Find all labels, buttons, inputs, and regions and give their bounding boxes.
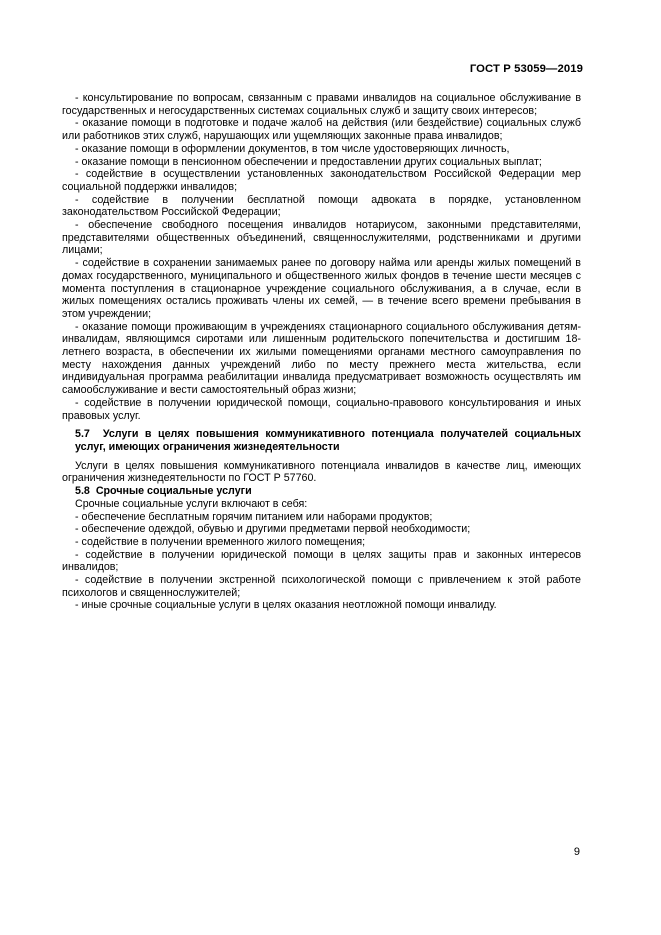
list-item: - содействие в получении бесплатной помощи адвоката в порядке, установленном законодательством Российской Федерации; — [62, 193, 581, 219]
list-item: - оказание помощи в оформлении документов, в том числе удостоверяющих личность, — [75, 142, 510, 155]
section-5-8-title: Срочные социальные услуги — [95, 485, 252, 498]
list-item: - оказание помощи в подготовке и подаче жалоб на действия (или бездействие) социальных служб или работников этих служб, нарушающих или ущемляющих законные права инвалидов; — [62, 117, 581, 143]
section-5-7-title: Услуги в целях повышения коммуникативного потенциала получателей социальных услуг, имеющих ограничения жизнедеятельности — [75, 428, 581, 453]
section-5-7-heading — [62, 428, 581, 453]
list-item: - содействие в получении юридической помощи в целях защиты прав и законных интересов инвалидов; — [62, 548, 581, 574]
page-number: 9 — [573, 846, 580, 858]
document-body — [62, 92, 581, 612]
list-item: - иные срочные социальные услуги в целях оказания неотложной помощи инвалиду. — [75, 599, 497, 612]
list-item: - оказание помощи проживающим в учреждениях стационарного социального обслуживания детям-инвалидам, являющимся сиротами или лишенным родительского попечительства и достигшим 18-летнего возраста, в обеспечении их жилыми помещениями органами местного самоуправления по месту нахождения данных учреждений либо по месту прежнего места жительства, если индивидуальная программа реабилитации инвалида предусматривает возможность осуществлять им самообслуживание и вести самостоятельный образ жизни; — [62, 320, 581, 397]
section-5-7-text: Услуги в целях повышения коммуникативного потенциала инвалидов в качестве лиц, имеющих ограничения жизнедеятельности по ГОСТ Р 57760. — [62, 459, 581, 485]
list-item: - содействие в получении юридической помощи, социально-правового консультирования и иных правовых услуг. — [62, 396, 581, 422]
document-code-header: ГОСТ Р 53059—2019 — [469, 63, 583, 75]
list-item: - оказание помощи в пенсионном обеспечении и предоставлении других социальных выплат; — [75, 155, 542, 168]
section-5-8-intro: Срочные социальные услуги включают в себя: — [75, 497, 308, 510]
list-item: - обеспечение бесплатным горячим питанием или наборами продуктов; — [75, 510, 433, 523]
list-item: - содействие в получении экстренной психологической помощи с привлечением к этой работе психологов и священнослужителей; — [62, 574, 581, 599]
list-item: - обеспечение одеждой, обувью и другими предметами первой необходимости; — [75, 523, 471, 536]
list-item: - консультирование по вопросам, связанным с правами инвалидов на социальное обслуживание в государственных и негосударственных системах социальных служб и защиту своих интересов; — [62, 92, 581, 117]
section-5-7-number: 5.7 — [75, 428, 90, 441]
list-item: - обеспечение свободного посещения инвалидов нотариусом, законными представителями, представителями общественных объединений, священнослужителями, родственниками и другими лицами; — [62, 219, 581, 257]
list-item: - содействие в получении временного жилого помещения; — [75, 535, 366, 548]
list-item: - содействие в сохранении занимаемых ранее по договору найма или аренды жилых помещений в домах государственного, муниципального и общественного жилых фондов в течение шести месяцев с момента поступления в стационарное учреждение социального обслуживания, а в случае, если в жилых помещениях остались проживать члены их семей, — в течение всего времени пребывания в этом учреждении; — [62, 257, 581, 320]
list-item: - содействие в осуществлении установленных законодательством Российской Федерации мер социальной поддержки инвалидов; — [62, 168, 581, 193]
section-5-8-number: 5.8 — [75, 485, 90, 498]
section-5-8-heading — [62, 485, 581, 498]
